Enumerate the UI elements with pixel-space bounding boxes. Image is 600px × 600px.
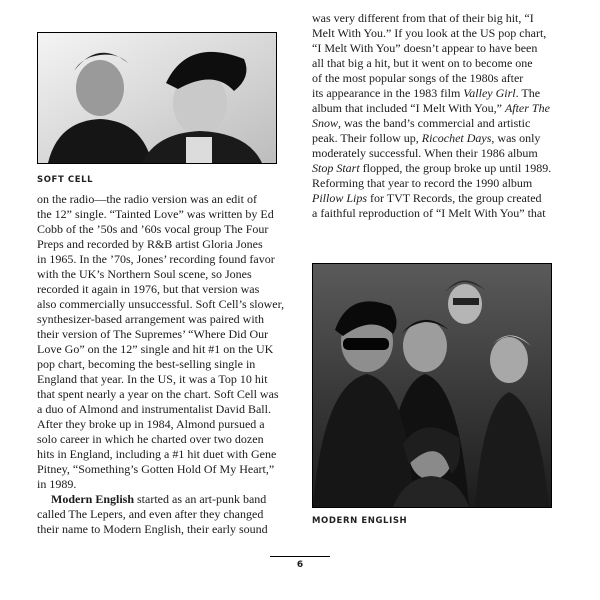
- text-line: After they broke up in 1984, Almond pursued a: [37, 417, 265, 431]
- soft-cell-caption: SOFT CELL: [37, 175, 94, 185]
- text-line: that spent nearly a year on the chart. Soft Cell was: [37, 387, 279, 401]
- text-line: the 12” single. “Tainted Love” was written by Ed: [37, 207, 274, 221]
- modern-english-photo: [312, 263, 552, 508]
- text-fragment: started as an art-punk band: [134, 492, 267, 506]
- text-line: of the most popular songs of the 1980s after: [312, 71, 524, 85]
- soft-cell-photo: [37, 32, 277, 164]
- text-line: [312, 191, 562, 206]
- text-line: in 1965. In the ’70s, Jones’ recording found favor: [37, 252, 275, 266]
- text-line: [312, 131, 562, 146]
- text-line: their version of The Supremes’ “Where Did Our: [37, 327, 269, 341]
- text-line: all that big a hit, but it went on to become one: [312, 56, 533, 70]
- text-line: a faithful reproduction of “I Melt With You” that: [312, 206, 546, 220]
- text-line: synthesizer-based arrangement was paired with: [37, 312, 265, 326]
- text-fragment: flopped, the group broke up until 1989.: [359, 161, 552, 175]
- album-title: Snow: [312, 116, 339, 130]
- album-title: Pillow Lips: [312, 191, 368, 205]
- text-fragment: , was the band’s commercial and artistic: [338, 116, 531, 130]
- text-line: [312, 116, 562, 131]
- text-line: their name to Modern English, their early sound: [37, 522, 268, 536]
- album-title: Stop Start: [312, 161, 360, 175]
- text-line: Melt With You.” If you look at the US pop chart,: [312, 26, 547, 40]
- text-line: moderately successful. When their 1986 album: [312, 146, 538, 160]
- text-line: on the radio—the radio version was an edit of: [37, 192, 257, 206]
- text-line: recorded it again in 1976, but that version was: [37, 282, 260, 296]
- text-line: was very different from that of their big hit, “I: [312, 11, 534, 25]
- text-line: [312, 161, 562, 176]
- left-text-column: [37, 192, 285, 537]
- paragraph-start: [37, 492, 282, 507]
- text-fragment: peak. Their follow up,: [312, 131, 422, 145]
- film-title: Valley Girl: [463, 86, 516, 100]
- text-line: Reforming that year to record the 1990 album: [312, 176, 533, 190]
- album-title: After The: [504, 101, 550, 115]
- text-line: [312, 101, 562, 116]
- right-text-column: [312, 11, 562, 221]
- band-name-modern-english: Modern English: [51, 492, 135, 506]
- text-line: [312, 86, 562, 101]
- page-number: 6: [289, 556, 311, 573]
- text-line: called The Lepers, and even after they changed: [37, 507, 264, 521]
- text-line: Love Go” on the 12” single and hit #1 on the UK: [37, 342, 274, 356]
- modern-english-caption: MODERN ENGLISH: [312, 516, 408, 526]
- text-line: “I Melt With You” doesn’t appear to have been: [312, 41, 538, 55]
- text-line: pop chart, becoming the best-selling single in: [37, 357, 256, 371]
- text-fragment: , was only: [491, 131, 541, 145]
- text-line: in 1989.: [37, 477, 77, 491]
- text-fragment: its appearance in the 1983 film: [312, 86, 464, 100]
- album-title: Ricochet Days: [421, 131, 492, 145]
- text-fragment: for TVT Records, the group created: [367, 191, 542, 205]
- text-line: Pitney, “Something’s Gotten Hold Of My Heart,”: [37, 462, 275, 476]
- text-line: also commercially unsuccessful. Soft Cell’s slower,: [37, 297, 285, 311]
- text-line: with the UK’s Northern Soul scene, so Jones: [37, 267, 252, 281]
- text-fragment: . The: [515, 86, 541, 100]
- text-line: a duo of Almond and instrumentalist David Ball.: [37, 402, 271, 416]
- text-line: England that year. In the US, it was a Top 10 hit: [37, 372, 268, 386]
- text-line: Preps and recorded by R&B artist Gloria Jones: [37, 237, 263, 251]
- text-fragment: album that included “I Melt With You,”: [312, 101, 505, 115]
- text-line: Cobb of the ’50s and ’60s vocal group The Four: [37, 222, 269, 236]
- text-line: hits in England, including a #1 hit duet with Gene: [37, 447, 277, 461]
- text-line: solo career in which he charted over two dozen: [37, 432, 264, 446]
